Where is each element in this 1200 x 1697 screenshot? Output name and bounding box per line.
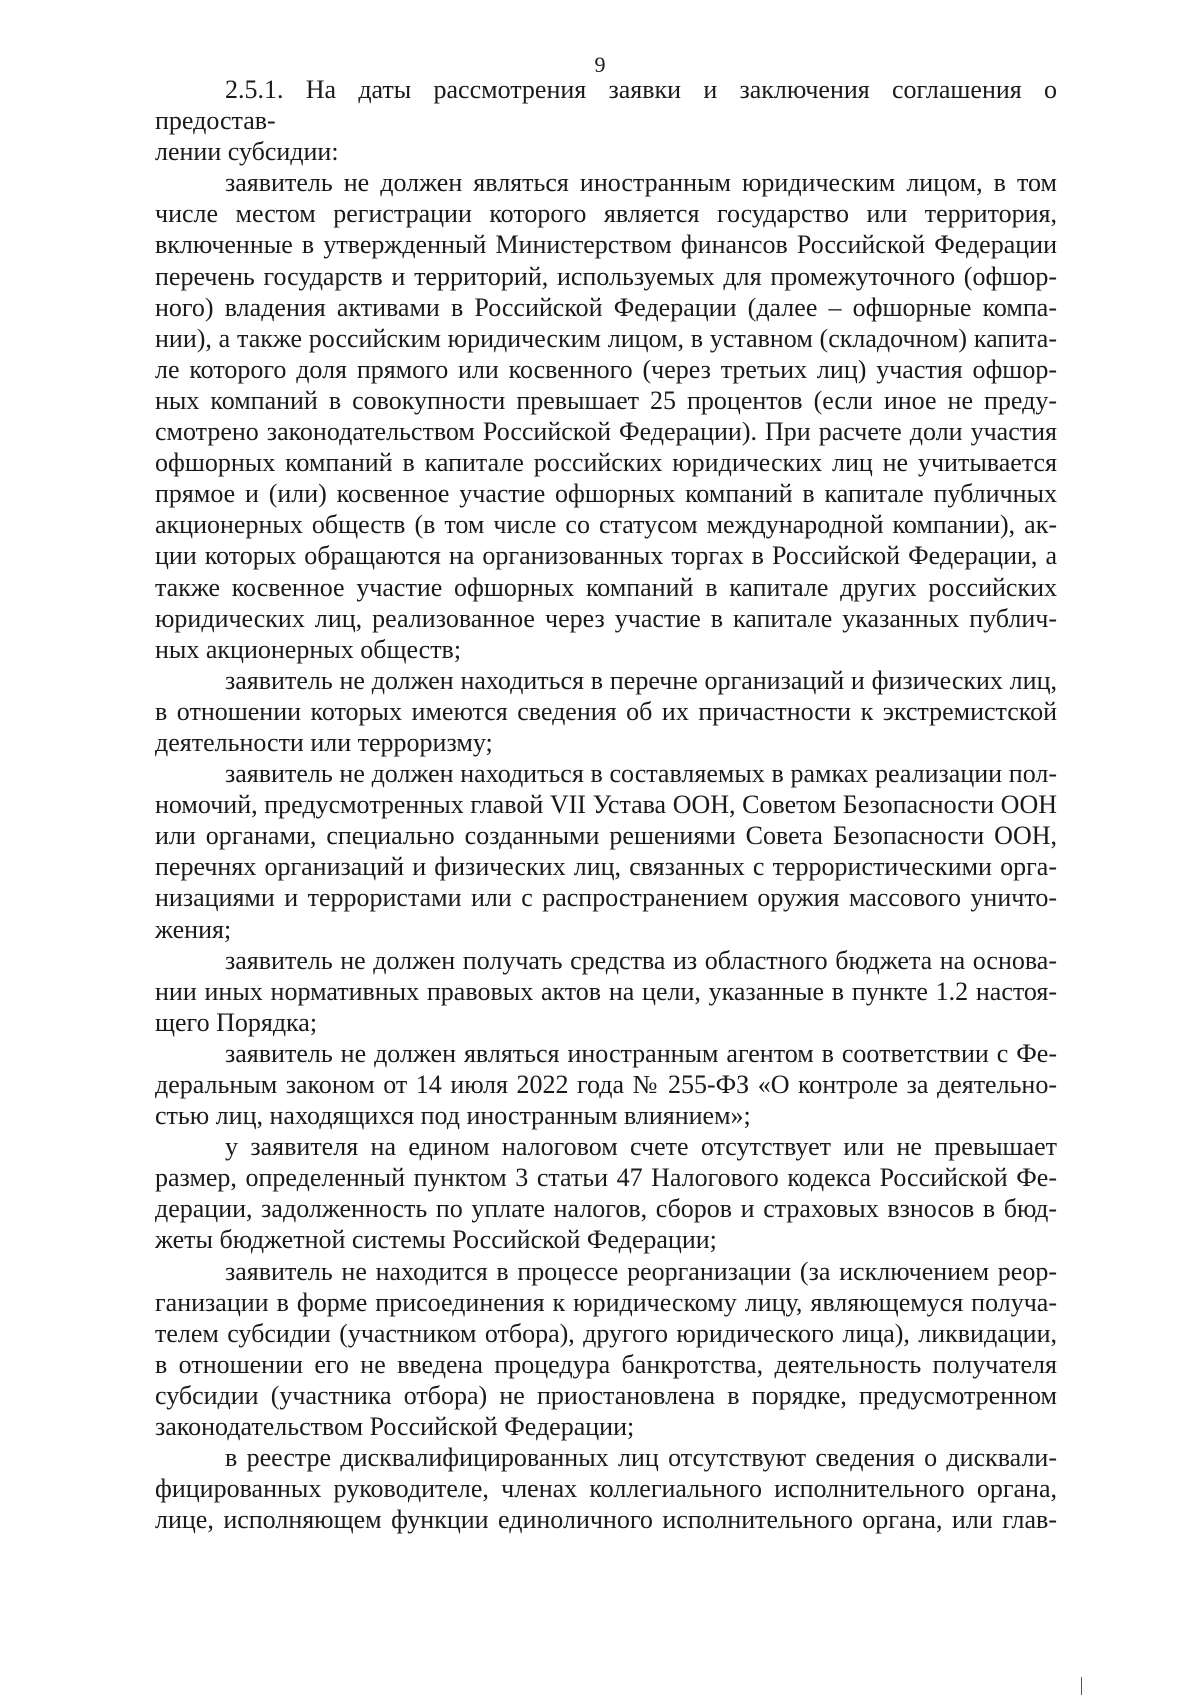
text-line: заявитель не должен получать средства из областного бюджета на основа- [225, 945, 1057, 975]
page-number: 9 [594, 52, 606, 77]
text-line: акционерных обществ (в том числе со статусом международной компании), ак- [155, 510, 1057, 540]
text-line: лице, исполняющем функции единоличного исполнительного органа, или глав- [155, 1505, 1057, 1535]
text-line: фицированных руководителе, членах коллегиального исполнительного органа, [155, 1474, 1057, 1504]
text-line: телем субсидии (участником отбора), другого юридического лица), ликвидации, [155, 1318, 1057, 1348]
paragraph [155, 1442, 1057, 1535]
text-line: заявитель не должен находиться в составляемых в рамках реализации пол- [225, 759, 1057, 789]
text-line: перечнях организаций и физических лиц, связанных с террористическими орга- [155, 852, 1057, 882]
text-line: заявитель не должен являться иностранным агентом в соответствии с Фе- [225, 1038, 1057, 1068]
text-line: лении субсидии: [155, 137, 339, 167]
text-line: стью лиц, находящихся под иностранным влиянием»; [155, 1101, 751, 1131]
text-line: ных акционерных обществ; [155, 634, 462, 664]
text-line: перечень государств и территорий, используемых для промежуточного (офшор- [155, 261, 1057, 291]
paragraph [155, 1038, 1057, 1131]
text-line: числе местом регистрации которого является государство или территория, [155, 199, 1057, 229]
text-line: у заявителя на едином налоговом счете отсутствует или не превышает [225, 1132, 1057, 1162]
text-line: низациями и террористами или с распространением оружия массового уничто- [155, 883, 1057, 913]
text-line: в отношении которых имеются сведения об их причастности к экстремистской [155, 696, 1057, 726]
text-line: 2.5.1. На даты рассмотрения заявки и заключения соглашения о предостав- [155, 75, 1057, 136]
paragraph [155, 167, 1057, 665]
text-line: дерации, задолженность по уплате налогов, сборов и страховых взносов в бюд- [155, 1194, 1057, 1224]
text-line: ганизации в форме присоединения к юридическому лицу, являющемуся получа- [155, 1287, 1057, 1317]
text-line: нии), а также российским юридическим лицом, в уставном (складочном) капита- [155, 323, 1057, 353]
text-line: жеты бюджетной системы Российской Федерации; [155, 1225, 717, 1255]
paragraph [155, 1131, 1057, 1255]
text-line: офшорных компаний в капитале российских юридических лиц не учитывается [155, 448, 1057, 478]
text-line: законодательством Российской Федерации; [155, 1412, 635, 1442]
text-line: в отношении его не введена процедура банкротства, деятельность получателя [155, 1349, 1057, 1379]
text-line: заявитель не должен являться иностранным юридическим лицом, в том [225, 168, 1057, 198]
paragraph [155, 758, 1057, 945]
text-line: ции которых обращаются на организованных торгах в Российской Федерации, а [155, 541, 1057, 571]
margin-mark [1081, 1677, 1082, 1695]
text-line: юридических лиц, реализованное через участие в капитале указанных публич- [155, 603, 1057, 633]
text-line: заявитель не должен находиться в перечне организаций и физических лиц, [225, 665, 1057, 695]
paragraph [155, 945, 1057, 1038]
paragraph [155, 74, 1057, 167]
text-line: ле которого доля прямого или косвенного (через третьих лиц) участия офшор- [155, 354, 1057, 384]
paragraph [155, 1256, 1057, 1443]
text-line: заявитель не находится в процессе реорганизации (за исключением реор- [225, 1256, 1057, 1286]
text-line: деральным законом от 14 июля 2022 года № 255-ФЗ «О контроле за деятельно- [155, 1070, 1057, 1099]
paragraph [155, 665, 1057, 758]
text-line: или органами, специально созданными решениями Совета Безопасности ООН, [155, 821, 1057, 851]
text-line: в реестре дисквалифицированных лиц отсутствуют сведения о дисквали- [225, 1443, 1057, 1473]
text-line: субсидии (участника отбора) не приостановлена в порядке, предусмотренном [155, 1380, 1057, 1410]
document-body [155, 74, 1057, 1535]
text-line: включенные в утвержденный Министерством финансов Российской Федерации [155, 230, 1057, 260]
text-line: размер, определенный пунктом 3 статьи 47 Налогового кодекса Российской Фе- [155, 1163, 1057, 1193]
text-line: прямое и (или) косвенное участие офшорных компаний в капитале публичных [155, 479, 1057, 509]
text-line: щего Порядка; [155, 1007, 318, 1037]
text-line: смотрено законодательством Российской Федерации). При расчете доли участия [155, 417, 1057, 447]
text-line: нии иных нормативных правовых актов на цели, указанные в пункте 1.2 настоя- [155, 976, 1057, 1006]
text-line: ных компаний в совокупности превышает 25 процентов (если иное не преду- [155, 385, 1057, 415]
text-line: жения; [155, 914, 232, 944]
text-line: ного) владения активами в Российской Федерации (далее – офшорные компа- [155, 292, 1057, 322]
text-line: также косвенное участие офшорных компаний в капитале других российских [155, 572, 1057, 602]
text-line: номочий, предусмотренных главой VII Устава ООН, Советом Безопасности ООН [155, 790, 1057, 820]
text-line: деятельности или терроризму; [155, 727, 493, 757]
